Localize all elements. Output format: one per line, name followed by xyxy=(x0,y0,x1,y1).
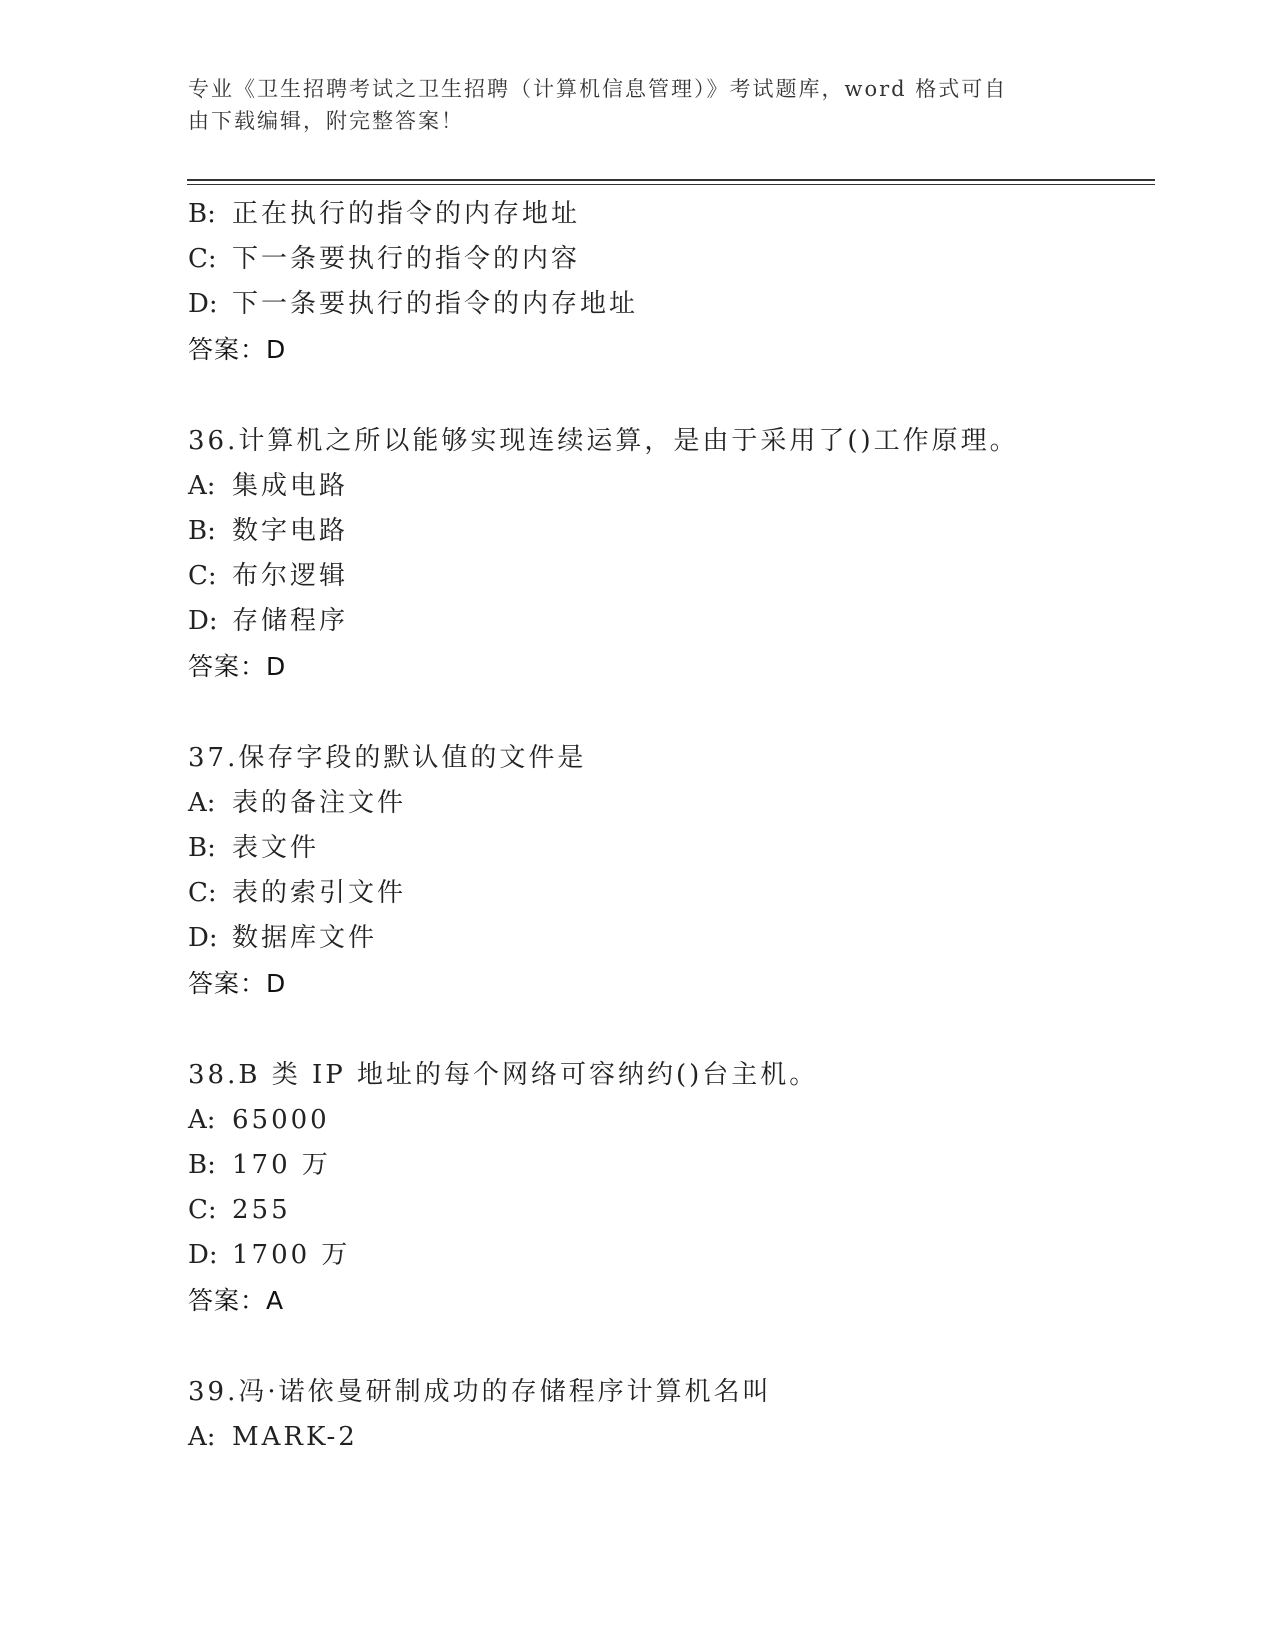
option-prefix: D: xyxy=(188,1240,218,1270)
question-block xyxy=(188,736,1148,1006)
option-text: 布尔逻辑 xyxy=(232,561,349,591)
document-header xyxy=(188,73,1088,137)
option-line xyxy=(188,781,1148,826)
header-line-2: 由下载编辑，附完整答案！ xyxy=(188,109,464,133)
option-text: 下一条要执行的指令的内存地址 xyxy=(232,289,639,319)
answer-line: 答案：D xyxy=(188,969,287,998)
option-line xyxy=(188,871,1148,916)
option-text: 集成电路 xyxy=(232,471,349,501)
option-line xyxy=(188,192,1148,237)
answer-line: 答案：D xyxy=(188,335,287,364)
option-prefix: C: xyxy=(188,1195,217,1225)
option-text: 1700 万 xyxy=(232,1240,351,1270)
option-text: 数字电路 xyxy=(232,516,349,546)
option-text: 表的备注文件 xyxy=(232,788,407,818)
option-prefix: A: xyxy=(188,1422,216,1452)
option-line xyxy=(188,916,1148,961)
question-block xyxy=(188,192,1148,372)
option-line xyxy=(188,1415,1148,1460)
option-line xyxy=(188,599,1148,644)
option-text: 正在执行的指令的内存地址 xyxy=(232,199,581,229)
option-text: 存储程序 xyxy=(232,606,349,636)
option-prefix: A: xyxy=(188,1105,216,1135)
header-divider-thin xyxy=(187,184,1155,185)
option-line xyxy=(188,1233,1148,1278)
question-text: 39.冯·诺依曼研制成功的存储程序计算机名叫 xyxy=(188,1377,772,1407)
option-prefix: D: xyxy=(188,289,218,319)
option-prefix: C: xyxy=(188,244,217,274)
option-prefix: C: xyxy=(188,561,217,591)
header-line-1: 专业《卫生招聘考试之卫生招聘（计算机信息管理）》考试题库，word 格式可自 xyxy=(188,77,1008,101)
question-text: 38.B 类 IP 地址的每个网络可容纳约()台主机。 xyxy=(188,1060,819,1090)
option-text: 170 万 xyxy=(232,1150,331,1180)
header-divider-thick xyxy=(187,179,1155,181)
option-prefix: B: xyxy=(188,1150,216,1180)
option-text: MARK-2 xyxy=(232,1422,358,1452)
option-line xyxy=(188,509,1148,554)
option-line xyxy=(188,1188,1148,1233)
option-text: 下一条要执行的指令的内容 xyxy=(232,244,581,274)
option-line xyxy=(188,237,1148,282)
answer-line: 答案：A xyxy=(188,1286,285,1315)
option-line xyxy=(188,464,1148,509)
option-prefix: A: xyxy=(188,788,216,818)
option-text: 表的索引文件 xyxy=(232,878,407,908)
option-text: 表文件 xyxy=(232,833,320,863)
option-line xyxy=(188,554,1148,599)
answer-line: 答案：D xyxy=(188,652,287,681)
option-prefix: D: xyxy=(188,923,218,953)
option-text: 65000 xyxy=(232,1105,330,1135)
question-text: 36.计算机之所以能够实现连续运算，是由于采用了()工作原理。 xyxy=(188,426,1019,456)
option-prefix: D: xyxy=(188,606,218,636)
option-prefix: C: xyxy=(188,878,217,908)
option-line xyxy=(188,1098,1148,1143)
option-line xyxy=(188,826,1148,871)
question-block xyxy=(188,419,1148,689)
option-line xyxy=(188,1143,1148,1188)
option-prefix: B: xyxy=(188,199,216,229)
question-list xyxy=(188,192,1148,1460)
option-prefix: A: xyxy=(188,471,216,501)
question-text: 37.保存字段的默认值的文件是 xyxy=(188,743,587,773)
option-text: 数据库文件 xyxy=(232,923,378,953)
option-text: 255 xyxy=(232,1195,291,1225)
option-line xyxy=(188,282,1148,327)
option-prefix: B: xyxy=(188,516,216,546)
question-block xyxy=(188,1053,1148,1323)
question-block xyxy=(188,1370,1148,1460)
option-prefix: B: xyxy=(188,833,216,863)
